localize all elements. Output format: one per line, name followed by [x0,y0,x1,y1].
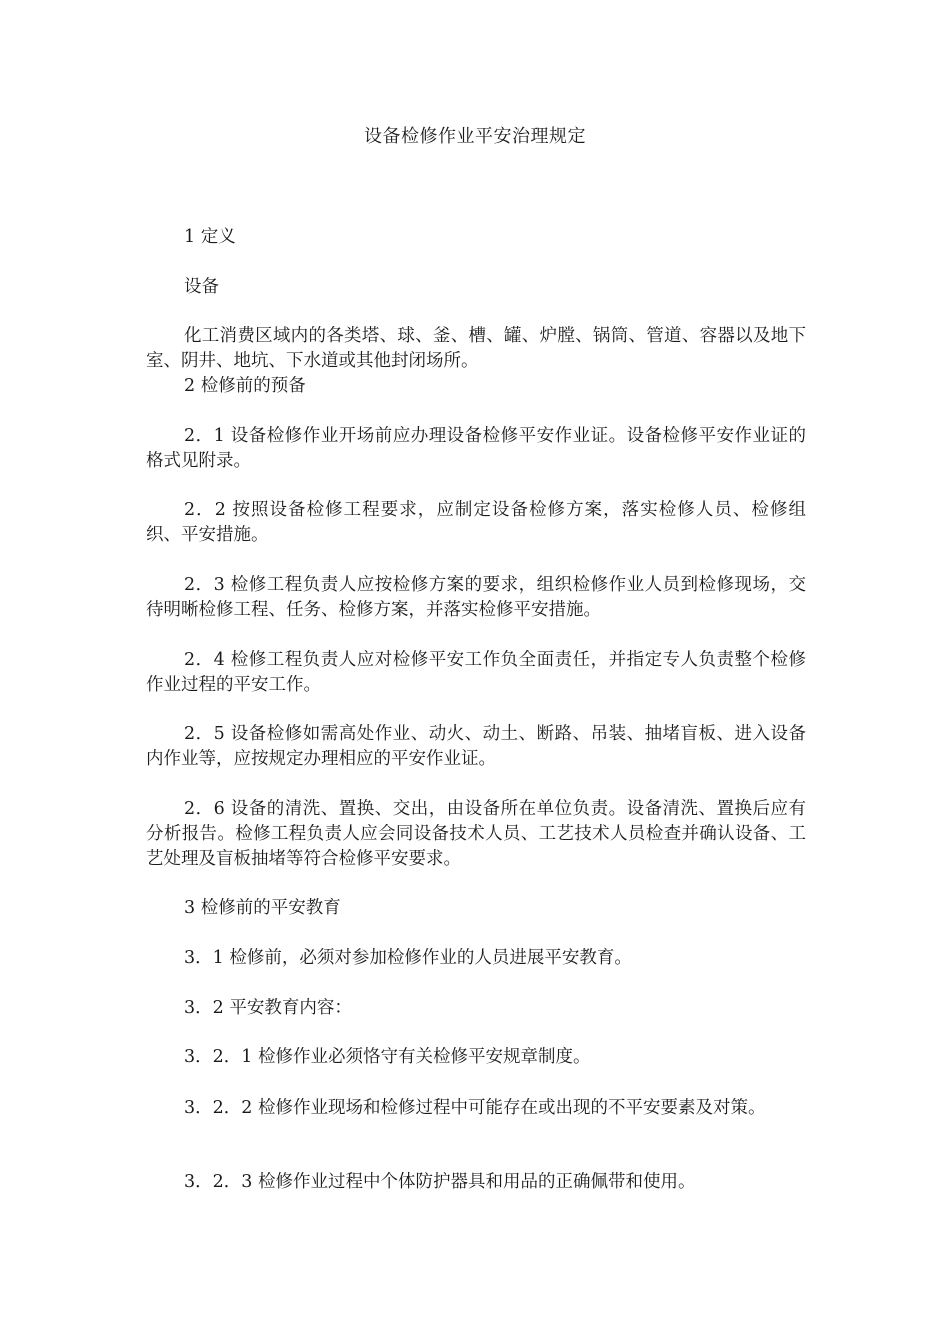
paragraph-3-2-2: 3．2．2 检修作业现场和检修过程中可能存在或出现的不平安要素及对策。 [184,1098,766,1118]
paragraph-2-4: 2．4 检修工程负责人应对检修平安工作负全面责任，并指定专人负责整个检修作业过程的平安工作。 [146,650,806,695]
paragraph-3-1: 3．1 检修前，必须对参加检修作业的人员进展平安教育。 [184,948,632,968]
section-heading-definition: 1 定义 [184,227,236,247]
paragraph-3-2: 3．2 平安教育内容： [184,998,352,1018]
paragraph-2-2: 2．2 按照设备检修工程要求，应制定设备检修方案，落实检修人员、检修组织、平安措施。 [146,500,806,545]
paragraph-3-2-3: 3．2．3 检修作业过程中个体防护器具和用品的正确佩带和使用。 [184,1172,696,1192]
paragraph-2-5: 2．5 设备检修如需高处作业、动火、动土、断路、吊装、抽堵盲板、进入设备内作业等，应按规定办理相应的平安作业证。 [146,724,806,769]
subheading-equipment: 设备 [184,277,219,297]
paragraph-2-1: 2．1 设备检修作业开场前应办理设备检修平安作业证。设备检修平安作业证的格式见附录。 [146,426,806,471]
document-title: 设备检修作业平安治理规定 [364,126,586,147]
paragraph-2-6: 2．6 设备的清洗、置换、交出，由设备所在单位负责。设备清洗、置换后应有分析报告。检修工程负责人应会同设备技术人员、工艺技术人员检查并确认设备、工艺处理及盲板抽堵等符合检修平安要求。 [146,799,806,869]
paragraph-2-3: 2．3 检修工程负责人应按检修方案的要求，组织检修作业人员到检修现场，交待明晰检修工程、任务、检修方案，并落实检修平安措施。 [146,575,806,620]
paragraph-3-2-1: 3．2．1 检修作业必须恪守有关检修平安规章制度。 [184,1047,591,1067]
paragraph-definition-body: 化工消费区域内的各类塔、球、釜、槽、罐、炉膛、锅筒、管道、容器以及地下室、阴井、地坑、下水道或其他封闭场所。 [146,326,806,371]
section-heading-safety-education: 3 检修前的平安教育 [184,898,341,918]
section-heading-preparation: 2 检修前的预备 [184,376,306,396]
